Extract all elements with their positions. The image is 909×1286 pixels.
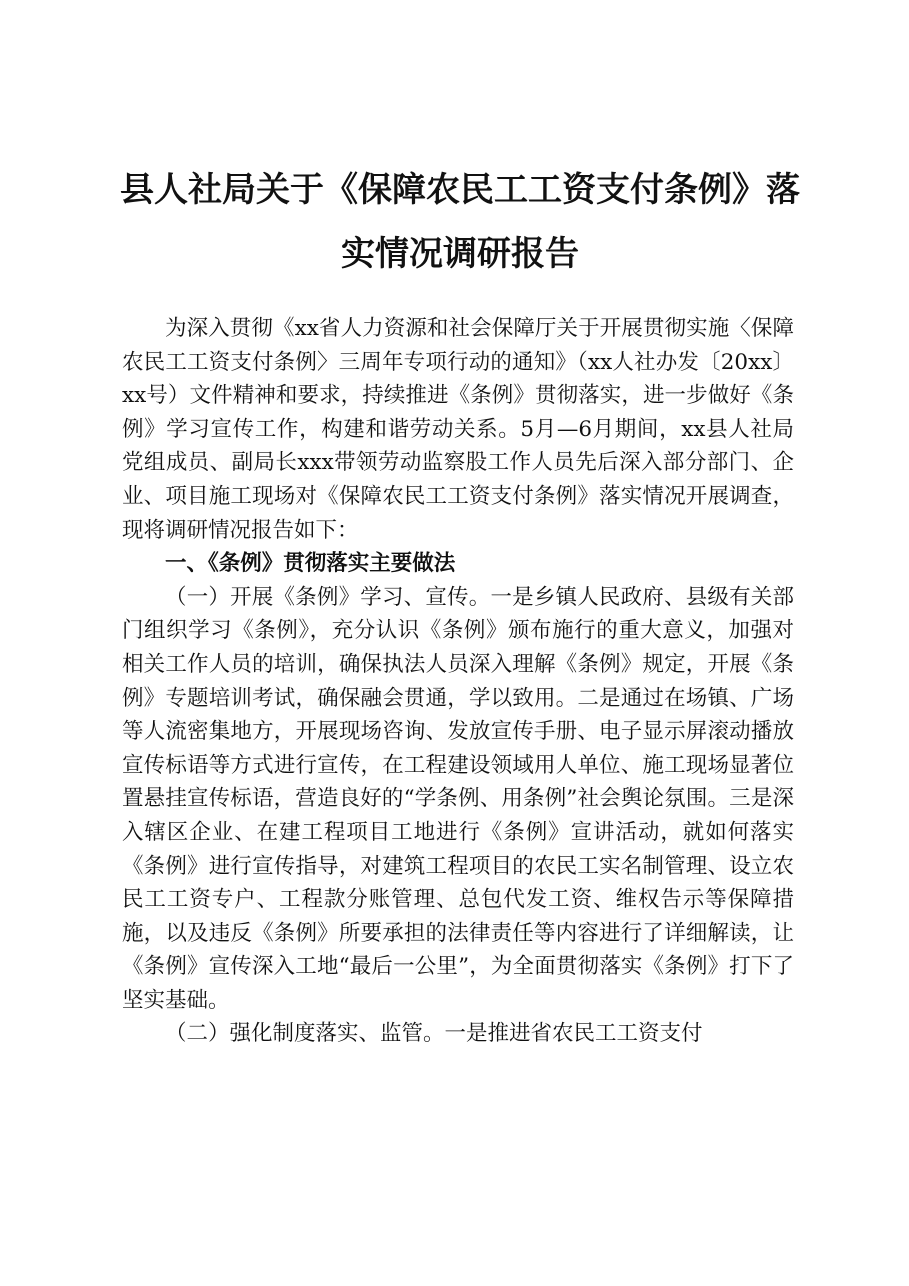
document-title-line-1: 县人社局关于《保障农民工工资支付条例》落	[120, 170, 800, 210]
intro-paragraph: 为深入贯彻《xx省人力资源和社会保障厅关于开展贯彻实施〈保障农民工工资支付条例〉三周年专项行动的通知》（xx人社办发〔20xx〕xx号）文件精神和要求，持续推进《条例》贯彻落实，进一步做好《条例》学习宣传工作，构建和谐劳动关系。5月—6月期间，xx县人社局党组成员、副局长xxx带领劳动监察股工作人员先后深入部分部门、企业、项目施工现场对《保障农民工工资支付条例》落实情况开展调查，现将调研情况报告如下：	[122, 316, 794, 543]
item-paragraph-2: （二）强化制度落实、监管。一是推进省农民工工资支付	[165, 1021, 703, 1047]
document-body	[122, 312, 794, 1051]
document-title-line-2: 实情况调研报告	[341, 234, 579, 274]
item-paragraph-1: （一）开展《条例》学习、宣传。一是乡镇人民政府、县级有关部门组织学习《条例》，充分认识《条例》颁布施行的重大意义，加强对相关工作人员的培训，确保执法人员深入理解《条例》规定，开展《条例》专题培训考试，确保融会贯通，学以致用。二是通过在场镇、广场等人流密集地方，开展现场咨询、发放宣传手册、电子显示屏滚动播放宣传标语等方式进行宣传，在工程建设领域用人单位、施工现场显著位置悬挂宣传标语，营造良好的“学条例、用条例”社会舆论氛围。三是深入辖区企业、在建工程项目工地进行《条例》宣讲活动，就如何落实《条例》进行宣传指导，对建筑工程项目的农民工实名制管理、设立农民工工资专户、工程款分账管理、总包代发工资、维权告示等保障措施，以及违反《条例》所要承担的法律责任等内容进行了详细解读，让《条例》宣传深入工地“最后一公里”，为全面贯彻落实《条例》打下了坚实基础。	[122, 584, 794, 1013]
section-heading-1: 一、《条例》贯彻落实主要做法	[165, 551, 456, 577]
